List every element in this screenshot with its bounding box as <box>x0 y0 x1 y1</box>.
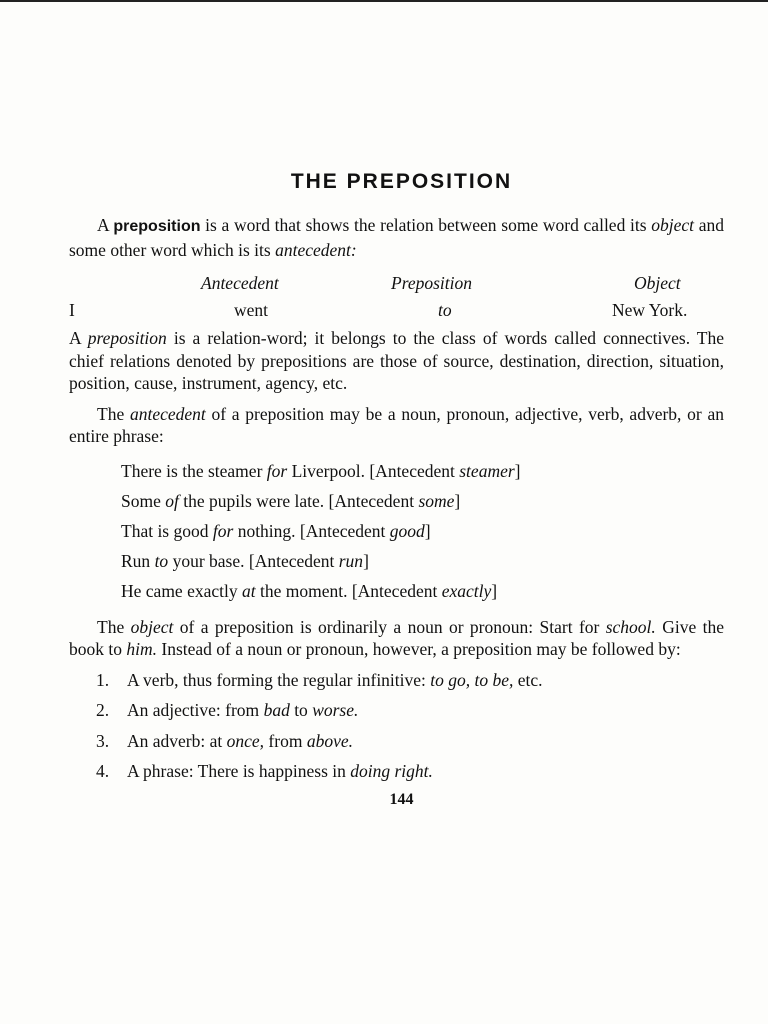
list-item <box>96 760 724 783</box>
text: of a preposition is ordinarily a noun or pronoun: Start for <box>173 616 606 637</box>
page-body <box>69 170 724 809</box>
example-words: above. <box>306 730 353 751</box>
header-antecedent: Antecedent <box>201 273 279 293</box>
text: of a preposition may be a noun, pronoun, adjective, verb, adverb, or an entire phrase: <box>69 403 724 446</box>
term-antecedent: antecedent <box>129 403 206 424</box>
text: is a word that shows the relation between some word called its <box>200 215 652 235</box>
example-words: worse. <box>312 700 359 720</box>
text: ] <box>363 550 369 571</box>
text: Run <box>121 550 155 571</box>
example-preposition: for <box>266 460 288 481</box>
top-border <box>0 0 768 2</box>
list-number: 4. <box>96 761 110 781</box>
header-object: Object <box>634 273 681 293</box>
example-preposition: for <box>212 520 234 541</box>
term-antecedent: antecedent: <box>275 239 357 260</box>
text: ] <box>514 460 521 481</box>
cell-object: New York. <box>612 300 688 320</box>
text: A phrase: There is happiness in <box>127 761 351 781</box>
header-preposition: Preposition <box>391 273 473 293</box>
list-item <box>96 730 724 753</box>
list-text <box>127 730 724 753</box>
text: There is the steamer <box>121 460 267 481</box>
example-preposition: at <box>241 580 256 601</box>
list-number: 3. <box>96 730 110 751</box>
list-text <box>127 760 724 783</box>
list-item <box>96 669 724 692</box>
text: to <box>289 700 313 720</box>
text: and some other word which is its <box>69 215 724 260</box>
cell-subject: I <box>69 300 75 320</box>
text: your base. [Antecedent <box>168 550 339 571</box>
text: Give the book to <box>69 616 724 659</box>
numbered-list <box>96 669 724 783</box>
list-number: 1. <box>96 669 110 690</box>
text: from <box>264 730 307 751</box>
cell-preposition: to <box>438 300 452 320</box>
text: ] <box>491 580 498 601</box>
term-object: object <box>651 215 695 235</box>
list-number: 2. <box>96 700 110 720</box>
definition-paragraph <box>69 214 724 261</box>
text: The <box>97 403 130 424</box>
example-antecedent: good <box>389 520 425 541</box>
example-words: to go, to be, <box>430 669 514 690</box>
text: etc. <box>513 669 543 690</box>
text: ] <box>424 520 431 541</box>
text: is a relation-word; it belongs to the class of words called connectives. The chief relations denoted by prepositions are those of source, destination, direction, situation, position, cause, instrument, agency, etc. <box>69 328 724 393</box>
page-title: THE PREPOSITION <box>290 170 513 193</box>
example-sentence <box>121 516 724 546</box>
example-words: bad <box>263 700 290 720</box>
example-antecedent: some <box>418 490 455 511</box>
text: Liverpool. [Antecedent <box>287 460 460 481</box>
term-preposition: preposition <box>87 328 167 348</box>
example-him: him. <box>126 639 157 659</box>
text: Some <box>121 490 166 511</box>
text: the moment. [Antecedent <box>255 580 442 601</box>
example-antecedent: exactly <box>441 580 492 601</box>
term-preposition: preposition <box>113 218 201 235</box>
text: An adjective: from <box>127 700 264 720</box>
example-list <box>121 456 724 606</box>
example-antecedent: steamer <box>459 460 515 481</box>
list-item <box>96 699 724 722</box>
example-antecedent: run <box>338 550 364 571</box>
text: That is good <box>121 520 213 541</box>
example-table <box>69 273 724 320</box>
text: The <box>97 616 131 637</box>
text: A verb, thus forming the regular infinitive: <box>127 669 431 690</box>
example-words: doing right. <box>350 761 433 781</box>
example-sentence <box>121 546 724 576</box>
text: nothing. [Antecedent <box>233 520 390 541</box>
text: Instead of a noun or pronoun, however, a preposition may be followed by: <box>157 639 681 659</box>
cell-antecedent: went <box>234 300 269 320</box>
example-words: once, <box>226 730 265 751</box>
example-sentence <box>121 456 724 486</box>
text: A <box>97 215 114 235</box>
antecedent-paragraph <box>69 403 724 448</box>
list-text <box>127 699 724 722</box>
object-paragraph <box>69 616 724 661</box>
text: the pupils were late. [Antecedent <box>178 490 419 511</box>
example-sentence <box>121 486 724 516</box>
text: ] <box>454 490 461 511</box>
term-object: object <box>130 616 174 637</box>
text: He came exactly <box>121 580 242 601</box>
example-preposition: of <box>165 490 179 511</box>
connectives-paragraph <box>69 327 724 395</box>
example-preposition: to <box>154 550 169 571</box>
text: An adverb: at <box>127 730 227 751</box>
example-sentence <box>121 576 724 606</box>
page-number: 144 <box>389 790 414 808</box>
list-text <box>127 669 724 692</box>
example-school: school. <box>605 616 656 637</box>
text: A <box>69 328 88 348</box>
